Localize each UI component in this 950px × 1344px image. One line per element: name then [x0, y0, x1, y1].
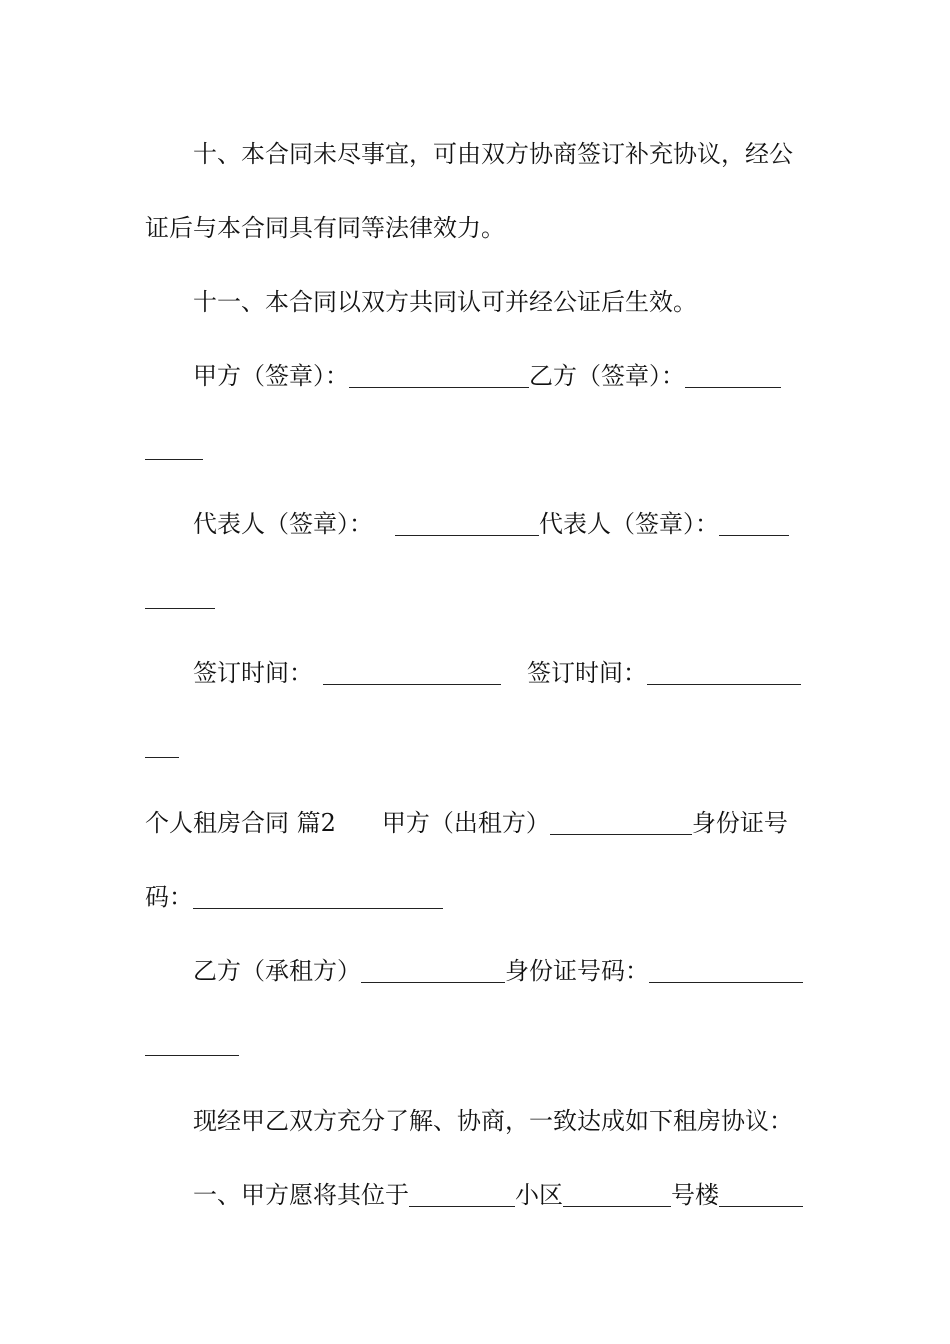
party-b-seal-label: 乙方（签章）：: [529, 362, 685, 390]
signature-seal-row: [145, 356, 805, 396]
unit-blank[interactable]: [719, 1180, 803, 1207]
clause-11: 十一、本合同以双方共同认可并经公证后生效。: [193, 288, 697, 316]
representative-row: [145, 504, 805, 544]
clause-10-line2: 证后与本合同具有同等法律效力。: [145, 214, 505, 242]
date-a-label: 签订时间：: [193, 659, 313, 687]
contract2-heading-row: [145, 803, 805, 843]
lessor-id-label-cont: 码：: [145, 883, 193, 911]
agreement-intro: 现经甲乙双方充分了解、协商，一致达成如下租房协议：: [193, 1107, 793, 1135]
item-1-text-b: 小区: [515, 1181, 563, 1209]
item-1-text-c: 号楼: [671, 1181, 719, 1209]
date-b-blank-continued[interactable]: [145, 757, 179, 758]
lessee-id-blank-continued[interactable]: [145, 1055, 239, 1056]
lessor-id-label: 身份证号: [691, 809, 788, 837]
contract2-heading: 个人租房合同 篇2: [145, 809, 336, 837]
lessor-label: 甲方（出租方）: [381, 809, 550, 837]
date-b-blank[interactable]: [647, 658, 801, 685]
party-b-seal-blank-continued[interactable]: [145, 459, 203, 460]
rep-a-blank[interactable]: [395, 509, 539, 536]
lessee-label: 乙方（承租方）: [193, 957, 361, 985]
lessor-id-blank[interactable]: [193, 882, 443, 909]
building-blank[interactable]: [563, 1180, 671, 1207]
community-blank[interactable]: [409, 1180, 515, 1207]
party-a-seal-blank[interactable]: [349, 361, 529, 388]
sign-date-row: [145, 653, 805, 693]
rep-b-blank[interactable]: [719, 509, 789, 536]
lessee-row: [145, 951, 805, 991]
rep-a-label: 代表人（签章）：: [193, 510, 373, 538]
party-b-seal-blank[interactable]: [685, 361, 781, 388]
date-a-blank[interactable]: [323, 658, 501, 685]
date-b-label: 签订时间：: [527, 659, 647, 687]
party-a-seal-label: 甲方（签章）：: [193, 362, 349, 390]
lessee-id-label: 身份证号码：: [505, 957, 649, 985]
lessor-id-row: [145, 877, 805, 917]
lessee-id-blank[interactable]: [649, 956, 803, 983]
rep-b-label: 代表人（签章）：: [539, 510, 719, 538]
item-1-text-a: 一、甲方愿将其位于: [193, 1181, 409, 1209]
clause-10-line1: 十、本合同未尽事宜，可由双方协商签订补充协议，经公: [193, 140, 793, 168]
lessor-name-blank[interactable]: [550, 808, 692, 835]
rep-b-blank-continued[interactable]: [145, 608, 215, 609]
lessee-name-blank[interactable]: [361, 956, 505, 983]
item-1-row: [145, 1175, 805, 1215]
